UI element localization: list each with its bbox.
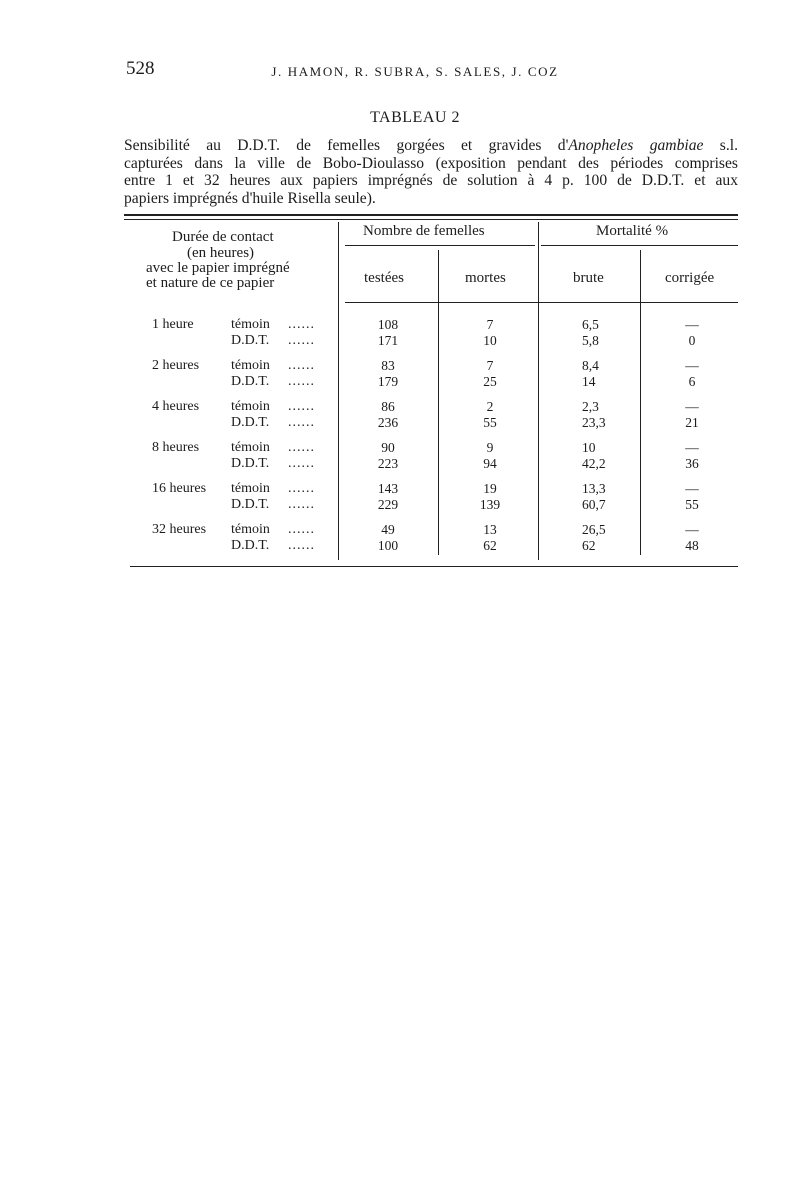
row-header-line: et nature de ce papier xyxy=(146,275,275,291)
testees-cell: 100 xyxy=(377,537,399,553)
mortes-cell: 9 xyxy=(486,440,494,455)
testees-cell: 49 xyxy=(381,522,395,537)
corrigee-cell: 6 xyxy=(688,373,696,389)
paper-type-cell: D.D.T. xyxy=(231,373,270,389)
mortes-cell: 7 xyxy=(486,358,494,373)
table-top-rule xyxy=(124,214,738,216)
col-divider xyxy=(338,222,339,560)
leader-dots: ...... xyxy=(288,399,315,414)
group-underline-nombre xyxy=(345,245,535,246)
duration-cell: 32 heures xyxy=(152,522,207,537)
corrigee-cell: — xyxy=(685,399,699,414)
duration-cell: 1 heure xyxy=(152,317,194,332)
leader-dots: ...... xyxy=(288,537,315,553)
leader-dots: ...... xyxy=(288,440,315,455)
corrigee-cell: 55 xyxy=(685,496,699,512)
mortes-cell: 13 xyxy=(483,522,497,537)
mortes-cell: 7 xyxy=(486,317,494,332)
brute-cell: 14 xyxy=(582,373,596,389)
mortes-cell: 10 xyxy=(483,332,497,348)
leader-dots: ...... xyxy=(288,455,315,471)
mortes-cell: 19 xyxy=(483,481,497,496)
brute-cell: 8,4 xyxy=(582,358,599,373)
col-divider xyxy=(538,222,539,560)
brute-cell: 26,5 xyxy=(582,522,606,537)
testees-cell: 171 xyxy=(377,332,399,348)
header-bottom-rule xyxy=(345,302,738,303)
paper-type-cell: témoin xyxy=(231,481,270,496)
col-header-mortes: mortes xyxy=(465,270,506,286)
leader-dots: ...... xyxy=(288,522,315,537)
corrigee-cell: — xyxy=(685,317,699,332)
group-header-mortalite: Mortalité % xyxy=(596,223,669,239)
corrigee-cell: 21 xyxy=(685,414,699,430)
mortes-cell: 2 xyxy=(486,399,494,414)
corrigee-cell: — xyxy=(685,358,699,373)
corrigee-cell: 0 xyxy=(688,332,696,348)
testees-cell: 86 xyxy=(381,399,395,414)
brute-cell: 2,3 xyxy=(582,399,599,414)
mortes-cell: 25 xyxy=(483,373,497,389)
corrigee-cell: — xyxy=(685,522,699,537)
leader-dots: ...... xyxy=(288,358,315,373)
testees-cell: 108 xyxy=(377,317,399,332)
testees-cell: 143 xyxy=(377,481,399,496)
brute-cell: 62 xyxy=(582,537,596,553)
brute-cell: 60,7 xyxy=(582,496,606,512)
paper-type-cell: D.D.T. xyxy=(231,496,270,512)
corrigee-cell: — xyxy=(685,481,699,496)
col-header-corrigee: corrigée xyxy=(665,270,715,286)
paper-type-cell: témoin xyxy=(231,522,270,537)
testees-cell: 236 xyxy=(377,414,399,430)
row-header-line: Durée de contact xyxy=(172,229,274,245)
paper-type-cell: témoin xyxy=(231,358,270,373)
paper-type-cell: D.D.T. xyxy=(231,414,270,430)
paper-type-cell: témoin xyxy=(231,399,270,414)
table-title: TABLEAU 2 xyxy=(370,109,460,126)
group-underline-mortalite xyxy=(541,245,738,246)
mortes-cell: 94 xyxy=(483,455,497,471)
duration-cell: 16 heures xyxy=(152,481,207,496)
table-bottom-rule xyxy=(130,566,738,567)
row-header-line: (en heures) xyxy=(187,245,255,261)
col-header-testees: testées xyxy=(364,270,404,286)
group-header-nombre: Nombre de femelles xyxy=(363,223,485,239)
row-header-line: avec le papier imprégné xyxy=(146,260,290,276)
caption-species: Anopheles gambiae xyxy=(568,137,704,154)
caption-line: capturées dans la ville de Bobo-Dioulasso (exposition pendant des périodes comprises xyxy=(124,154,738,172)
brute-cell: 42,2 xyxy=(582,455,606,471)
table-caption xyxy=(124,137,738,207)
paper-type-cell: témoin xyxy=(231,440,270,455)
table-top-rule-thin xyxy=(124,219,738,220)
mortes-cell: 55 xyxy=(483,414,497,430)
brute-cell: 5,8 xyxy=(582,332,599,348)
mortes-cell: 139 xyxy=(479,496,501,512)
brute-cell: 23,3 xyxy=(582,414,606,430)
brute-cell: 6,5 xyxy=(582,317,599,332)
leader-dots: ...... xyxy=(288,496,315,512)
testees-cell: 179 xyxy=(377,373,399,389)
col-header-brute: brute xyxy=(573,270,604,286)
duration-cell: 8 heures xyxy=(152,440,200,455)
paper-type-cell: D.D.T. xyxy=(231,537,270,553)
corrigee-cell: 48 xyxy=(685,537,699,553)
running-head-authors: J. HAMON, R. SUBRA, S. SALES, J. COZ xyxy=(271,64,559,79)
leader-dots: ...... xyxy=(288,332,315,348)
leader-dots: ...... xyxy=(288,317,315,332)
page-number: 528 xyxy=(126,58,155,79)
brute-cell: 10 xyxy=(582,440,596,455)
paper-type-cell: D.D.T. xyxy=(231,332,270,348)
leader-dots: ...... xyxy=(288,373,315,389)
leader-dots: ...... xyxy=(288,414,315,430)
mortes-cell: 62 xyxy=(483,537,497,553)
paper-type-cell: D.D.T. xyxy=(231,455,270,471)
duration-cell: 2 heures xyxy=(152,358,200,373)
col-divider xyxy=(438,250,439,555)
testees-cell: 223 xyxy=(377,455,399,471)
testees-cell: 83 xyxy=(381,358,395,373)
corrigee-cell: — xyxy=(685,440,699,455)
col-divider xyxy=(640,250,641,555)
caption-line: entre 1 et 32 heures aux papiers imprégnés de solution à 4 p. 100 de D.D.T. et aux xyxy=(124,172,738,189)
paper-type-cell: témoin xyxy=(231,317,270,332)
caption-line: Sensibilité au D.D.T. de femelles gorgées et gravides d'Anopheles gambiae s.l. xyxy=(124,137,738,154)
testees-cell: 90 xyxy=(381,440,395,455)
duration-cell: 4 heures xyxy=(152,399,200,414)
caption-line: papiers imprégnés d'huile Risella seule). xyxy=(124,189,376,207)
brute-cell: 13,3 xyxy=(582,481,606,496)
leader-dots: ...... xyxy=(288,481,315,496)
corrigee-cell: 36 xyxy=(685,455,699,471)
testees-cell: 229 xyxy=(377,496,399,512)
